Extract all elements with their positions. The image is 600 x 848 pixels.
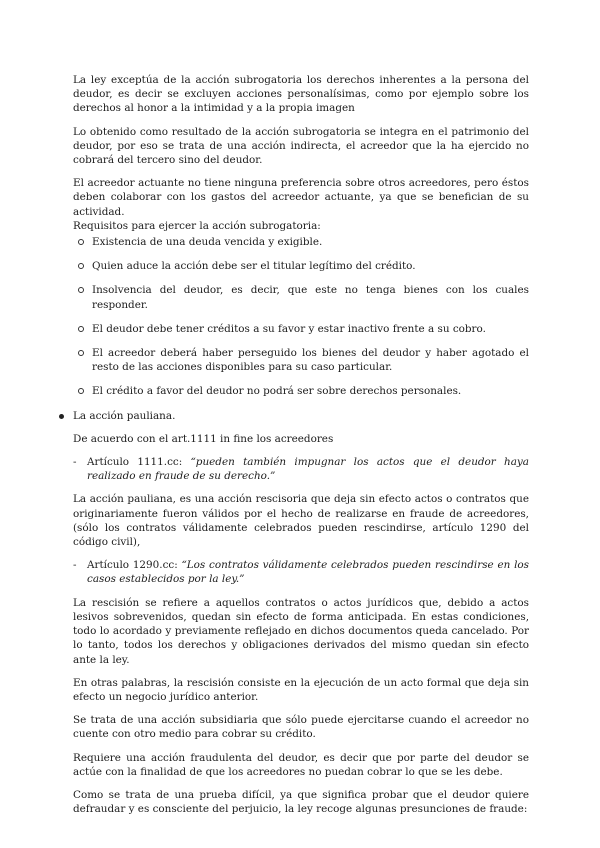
- list-item: Quien aduce la acción debe ser el titular legítimo del crédito.: [73, 259, 529, 273]
- pauliana-title: La acción pauliana.: [73, 409, 176, 422]
- paragraph-derechos-inherentes: La ley exceptúa de la acción subrogatoria los derechos inherentes a la persona del deudor, es decir se excluyen acciones personalísimas, como por ejemplo sobre los derechos al honor a la intimidad y a la propia imagen: [73, 74, 529, 115]
- document-body: [73, 73, 529, 816]
- paragraph-accion-fraudulenta: Requiere una acción fraudulenta del deudor, es decir que por parte del deudor se actúe con la finalidad de que los acreedores no puedan cobrar lo que se les debe.: [73, 751, 529, 778]
- paragraph-prueba-dificil: Como se trata de una prueba difícil, ya que significa probar que el deudor quiere defraudar y es consciente del perjuicio, la ley recoge algunas presunciones de fraude:: [73, 788, 529, 816]
- paragraph-acreedor-actuante: El acreedor actuante no tiene ninguna preferencia sobre otros acreedores, pero éstos deben colaborar con los gastos del acreedor actuante, ya que se benefician de su actividad.: [73, 177, 529, 218]
- paragraph-accion-subsidiaria: Se trata de una acción subsidiaria que sólo puede ejercitarse cuando el acreedor no cuente con otro medio para cobrar su crédito.: [73, 714, 529, 741]
- paragraph-otras-palabras: En otras palabras, la rescisión consiste en la ejecución de un acto formal que deja sin efecto un negocio jurídico anterior.: [73, 676, 529, 703]
- list-item: El acreedor deberá haber perseguido los bienes del deudor y haber agotado el resto de las acciones disponibles para su caso particular.: [73, 346, 529, 374]
- paragraph-pauliana-intro: De acuerdo con el art.1111 in fine los acreedores: [73, 432, 334, 445]
- paragraph-accion-rescisoria: La acción pauliana, es una acción rescisoria que deja sin efecto actos o contratos que originariamente fueron válidos por el hecho de realizarse en fraude de acreedores, (sólo los contratos válidamente celebrados pueden rescindirse, artículo 1290 del código civil),: [73, 493, 529, 549]
- requisitos-list: [73, 235, 529, 399]
- dash-icon: -: [73, 456, 77, 469]
- article-1290-label: Artículo 1290.cc:: [87, 559, 182, 572]
- quote-article-1111: [73, 455, 529, 483]
- dash-icon: -: [73, 559, 77, 572]
- list-item: El crédito a favor del deudor no podrá ser sobre derechos personales.: [73, 384, 529, 398]
- requisitos-heading: Requisitos para ejercer la acción subrogatoria:: [73, 219, 321, 232]
- paragraph-resultado-subrogatoria: Lo obtenido como resultado de la acción subrogatoria se integra en el patrimonio del deudor, por eso se trata de una acción indirecta, el acreedor que la ha ejercido no cobrará del tercero sino del deudor.: [73, 125, 529, 167]
- list-item: Existencia de una deuda vencida y exigible.: [73, 235, 529, 249]
- bullet-icon: [59, 414, 64, 419]
- article-1111-label: Artículo 1111.cc:: [87, 456, 191, 469]
- list-item: Insolvencia del deudor, es decir, que este no tenga bienes con los cuales responder.: [73, 283, 529, 311]
- article-1290-quote: “Los contratos válidamente celebrados pueden rescindirse en los casos establecidos por la ley.”: [87, 559, 529, 586]
- quote-article-1290: [73, 558, 529, 586]
- section-pauliana-heading: [73, 409, 529, 423]
- article-1111-quote: “pueden también impugnar los actos que el deudor haya realizado en fraude de su derecho.”: [87, 456, 529, 483]
- paragraph-rescision: La rescisión se refiere a aquellos contratos o actos jurídicos que, debido a actos lesivos sobrevenidos, quedan sin efecto de forma anticipada. En estas condiciones, todo lo acordado y previamente reflejado en dichos documentos queda cancelado. Por lo tanto, todos los derechos y obligaciones derivados del mismo quedan sin efecto ante la ley.: [73, 596, 529, 666]
- list-item: El deudor debe tener créditos a su favor y estar inactivo frente a su cobro.: [73, 322, 529, 336]
